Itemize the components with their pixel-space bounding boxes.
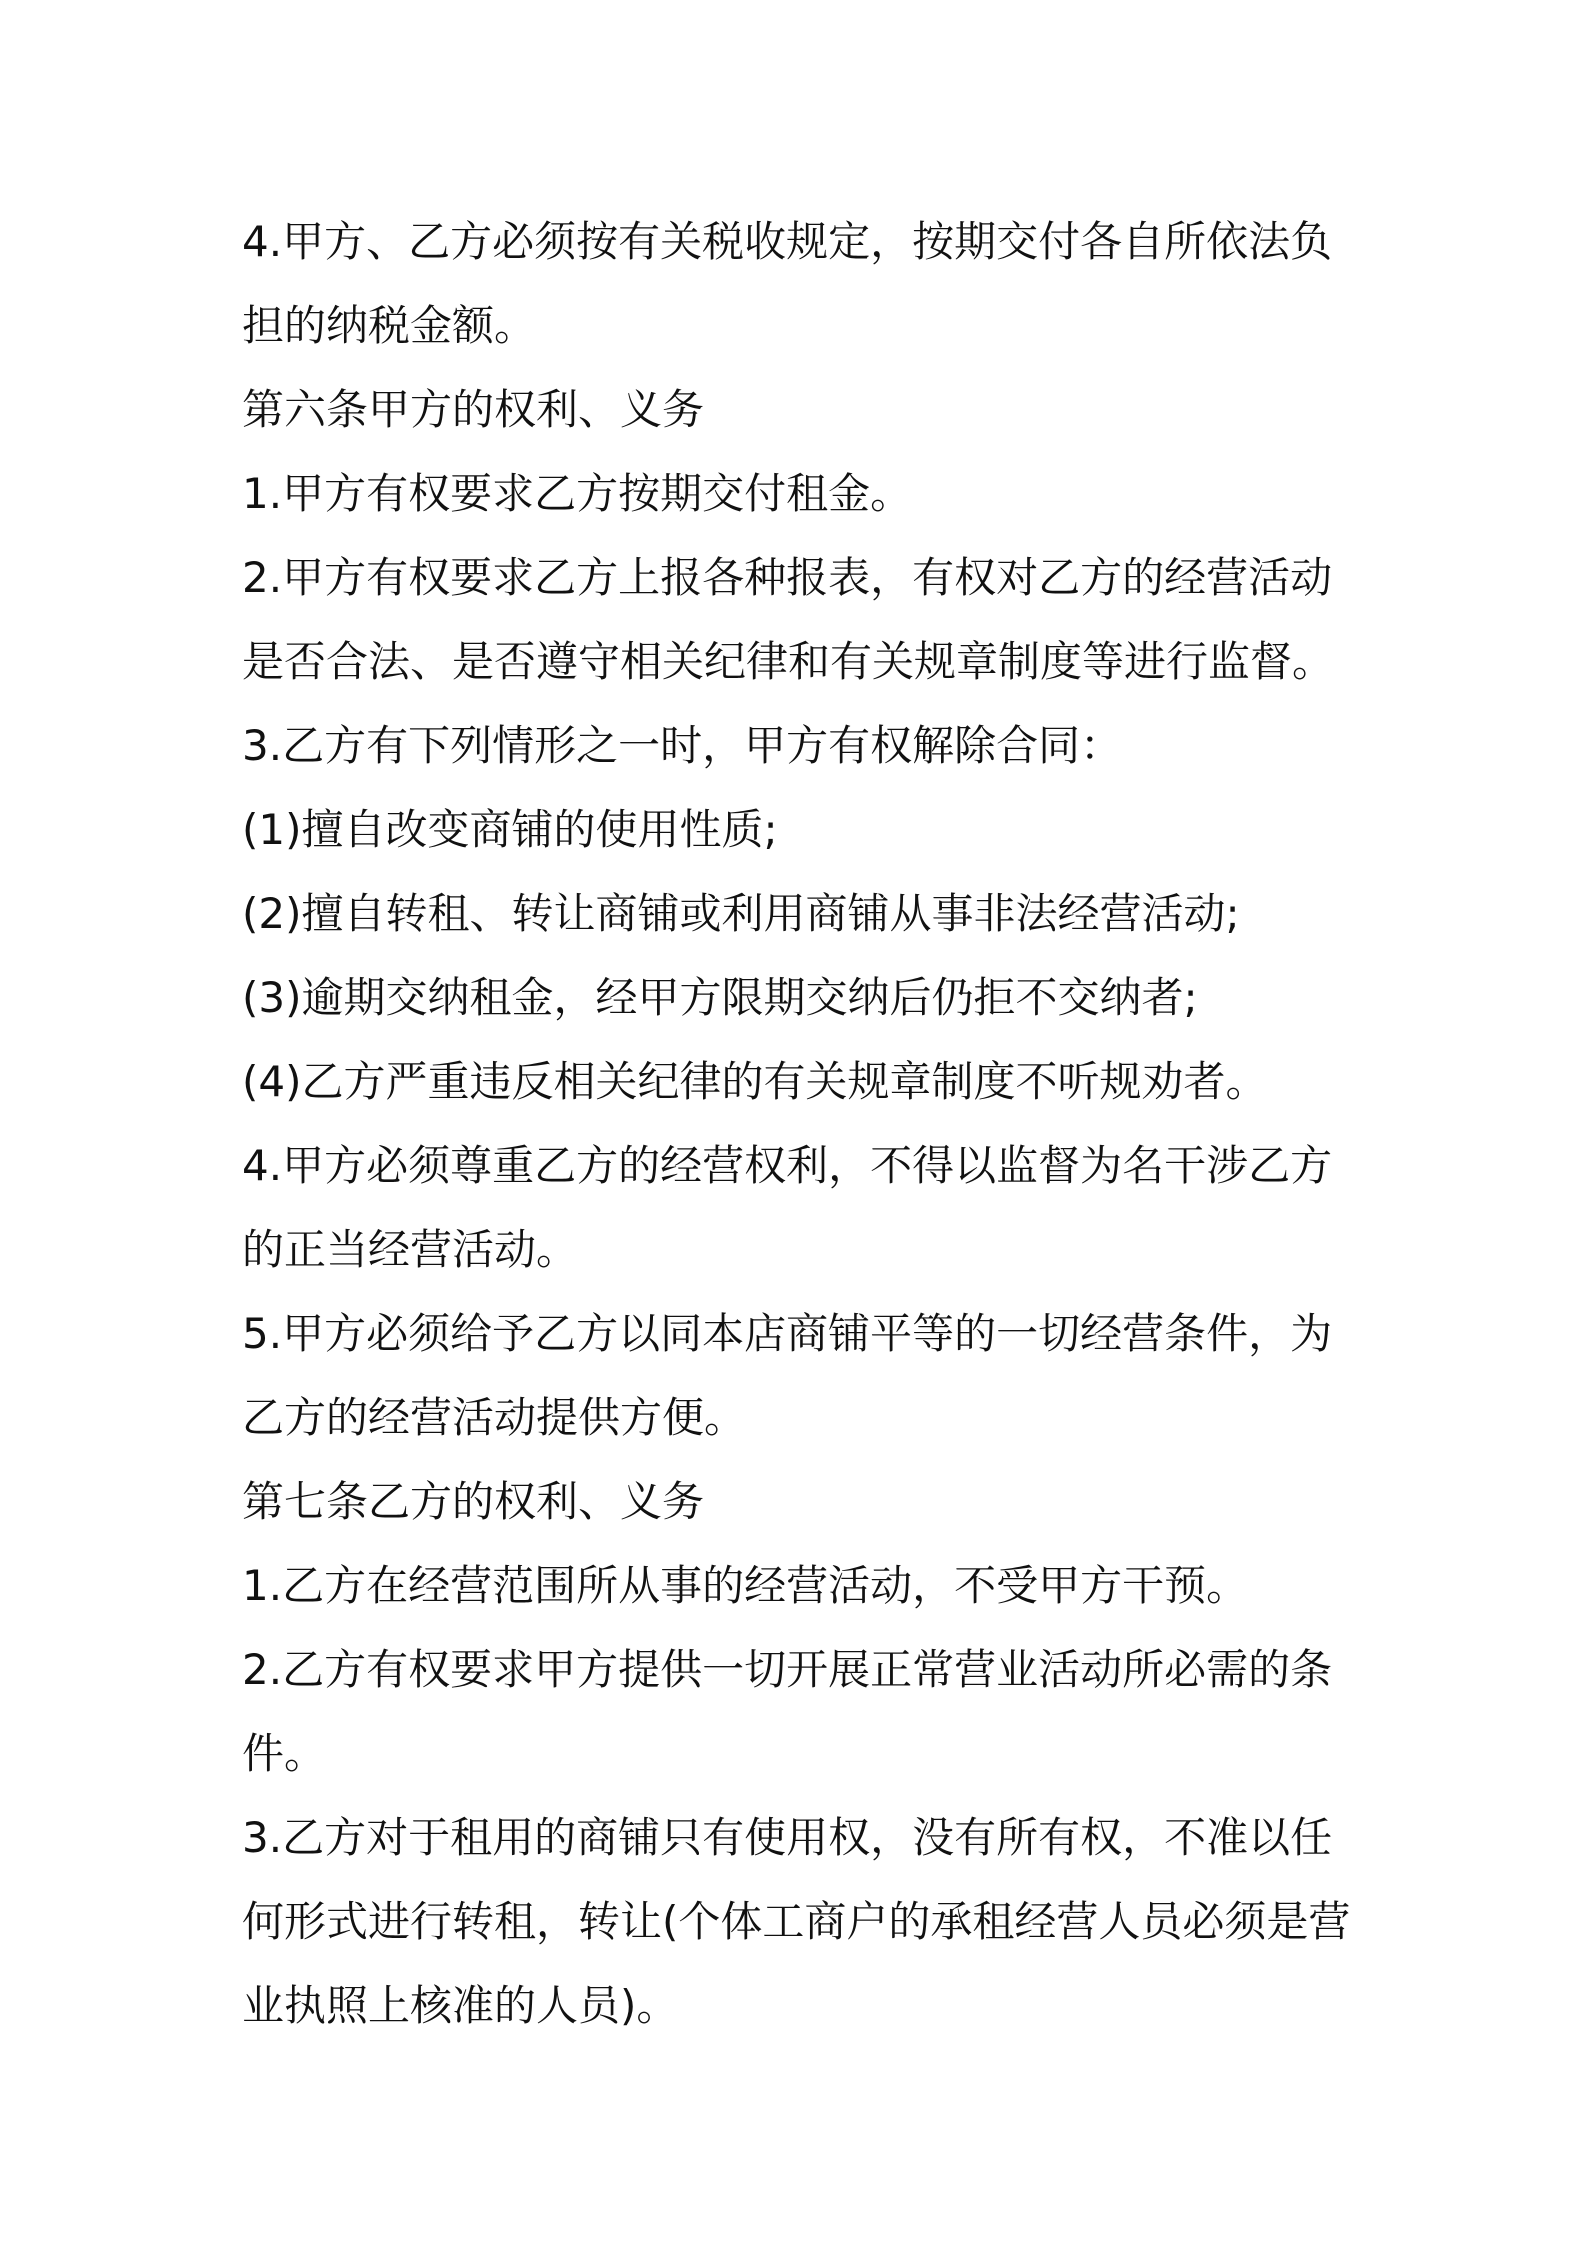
paragraph-6-5: 5.甲方必须给予乙方以同本店商铺平等的一切经营条件，为乙方的经营活动提供方便。 <box>242 1309 1333 1442</box>
article-6-heading: 第六条甲方的权利、义务 <box>242 385 705 434</box>
document-body <box>242 200 1352 2048</box>
paragraph-6-3: 3.乙方有下列情形之一时，甲方有权解除合同： <box>242 721 1123 770</box>
paragraph-7-3: 3.乙方对于租用的商铺只有使用权，没有所有权，不准以任何形式进行转租，转让(个体工商户的承租经营人员必须是营业执照上核准的人员)。 <box>242 1813 1351 2030</box>
paragraph-6-2: 2.甲方有权要求乙方上报各种报表，有权对乙方的经营活动是否合法、是否遵守相关纪律和有关规章制度等进行监督。 <box>242 553 1335 686</box>
paragraph-6-1: 1.甲方有权要求乙方按期交付租金。 <box>242 469 913 518</box>
paragraph-6-3-item-1: (1)擅自改变商铺的使用性质; <box>242 805 778 854</box>
paragraph-6-3-item-4: (4)乙方严重违反相关纪律的有关规章制度不听规劝者。 <box>242 1057 1268 1106</box>
paragraph-6-3-item-3: (3)逾期交纳租金，经甲方限期交纳后仍拒不交纳者; <box>242 973 1198 1022</box>
paragraph-7-1: 1.乙方在经营范围所从事的经营活动，不受甲方干预。 <box>242 1561 1249 1610</box>
article-7-heading: 第七条乙方的权利、义务 <box>242 1477 705 1526</box>
paragraph-6-3-item-2: (2)擅自转租、转让商铺或利用商铺从事非法经营活动; <box>242 889 1240 938</box>
paragraph-6-4: 4.甲方必须尊重乙方的经营权利，不得以监督为名干涉乙方的正当经营活动。 <box>242 1141 1333 1274</box>
paragraph-7-2: 2.乙方有权要求甲方提供一切开展正常营业活动所必需的条件。 <box>242 1645 1333 1778</box>
paragraph-tax-obligation: 4.甲方、乙方必须按有关税收规定，按期交付各自所依法负担的纳税金额。 <box>242 217 1333 350</box>
